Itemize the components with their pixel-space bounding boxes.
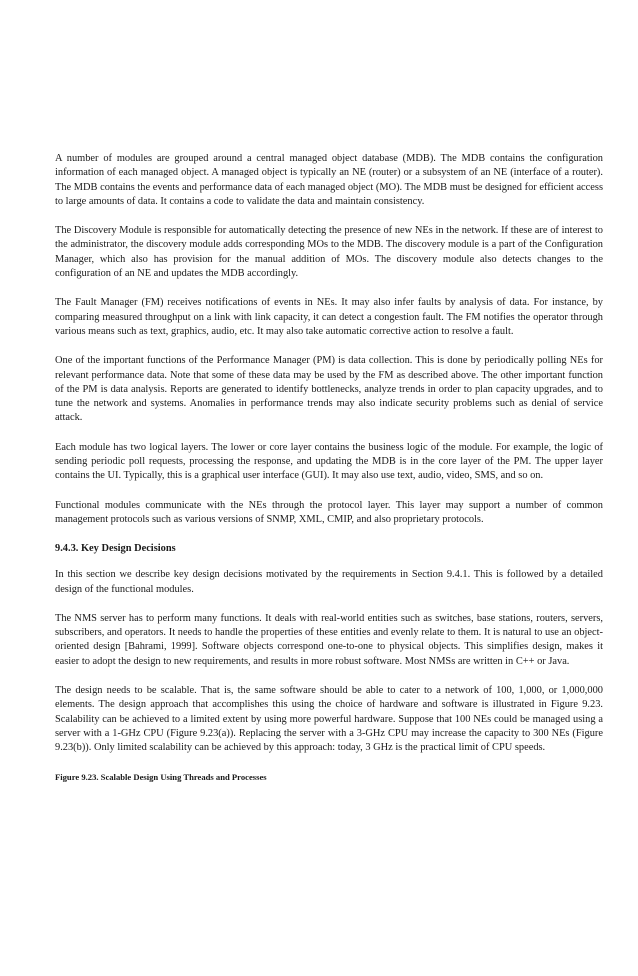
- paragraph-object-oriented-design: The NMS server has to perform many functions. It deals with real-world entities such as switches, base stations, routers, servers, subscribers, and operators. It needs to handle the properties of these entities and evenly relate to them. It is natural to use an object-oriented design [Bahrami, 1999]. Software objects correspond one-to-one to physical objects. This simplifies design, makes it easier to adopt the design to new requirements, and results in more robust software. Most NMSs are written in C++ or Java.: [55, 612, 603, 667]
- paragraph-protocol-layer: Functional modules communicate with the NEs through the protocol layer. This layer may support a number of common management protocols such as various versions of SNMP, XML, CMIP, and also proprietary protocols.: [55, 499, 603, 525]
- paragraph-logical-layers: Each module has two logical layers. The lower or core layer contains the business logic of the module. For example, the logic of sending periodic poll requests, processing the response, and updating the MDB is in the core layer of the PM. The upper layer contains the UI. Typically, this is a graphical user interface (GUI). It may also use text, audio, video, SMS, and so on.: [55, 441, 603, 482]
- page-content: [55, 152, 603, 783]
- paragraph-discovery-module: The Discovery Module is responsible for automatically detecting the presence of new NEs in the network. If these are of interest to the administrator, the discovery module adds corresponding MOs to the MDB. The discovery module is a part of the Configuration Manager, which also has provision for the manual addition of MOs. The discovery module also detects changes to the configuration of an NE and updates the MDB accordingly.: [55, 225, 603, 280]
- paragraph-mdb: A number of modules are grouped around a central managed object database (MDB). The MDB contains the configuration information of each managed object. A managed object is typically an NE (router) or a subsystem of an NE (interface of a router). The MDB contains the events and performance data of each managed object (MO). The MDB must be designed for efficient access to large amounts of data. It contains a code to validate the data and maintain consistency.: [55, 153, 603, 207]
- paragraph-performance-manager: One of the important functions of the Performance Manager (PM) is data collection. This is done by periodically polling NEs for relevant performance data. Note that some of these data may be used by the FM as described above. The other important function of the PM is data analysis. Reports are generated to identify bottlenecks, analyze trends in order to plan capacity upgrades, and to tune the network and systems. Anomalies in performance trends may also indicate security problems such as denial of service attack.: [55, 355, 603, 424]
- paragraph-scalability: The design needs to be scalable. That is, the same software should be able to cater to a network of 100, 1,000, or 1,000,000 elements. The design approach that accomplishes this using the choice of hardware and software is illustrated in Figure 9.23. Scalability can be achieved to a limited extent by using more powerful hardware. Suppose that 100 NEs could be managed using a server with a 1-GHz CPU (Figure 9.23(a)). Replacing the server with a 3-GHz CPU may increase the capacity to 300 NEs (Figure 9.23(b)). Only limited scalability can be achieved by this approach: today, 3 GHz is the practical limit of CPU speeds.: [55, 685, 603, 754]
- paragraph-fault-manager: The Fault Manager (FM) receives notifications of events in NEs. It may also infer faults by analysis of data. For instance, by comparing measured throughput on a link with link capacity, it can detect a congestion fault. The FM notifies the operator through various means such as text, graphics, audio, etc. It may also take automatic corrective action to resolve a fault.: [55, 297, 603, 337]
- section-heading: 9.4.3. Key Design Decisions: [55, 543, 176, 555]
- paragraph-section-intro: In this section we describe key design decisions motivated by the requirements in Section 9.4.1. This is followed by a detailed design of the functional modules.: [55, 569, 603, 595]
- figure-caption: Figure 9.23. Scalable Design Using Threads and Processes: [55, 771, 267, 782]
